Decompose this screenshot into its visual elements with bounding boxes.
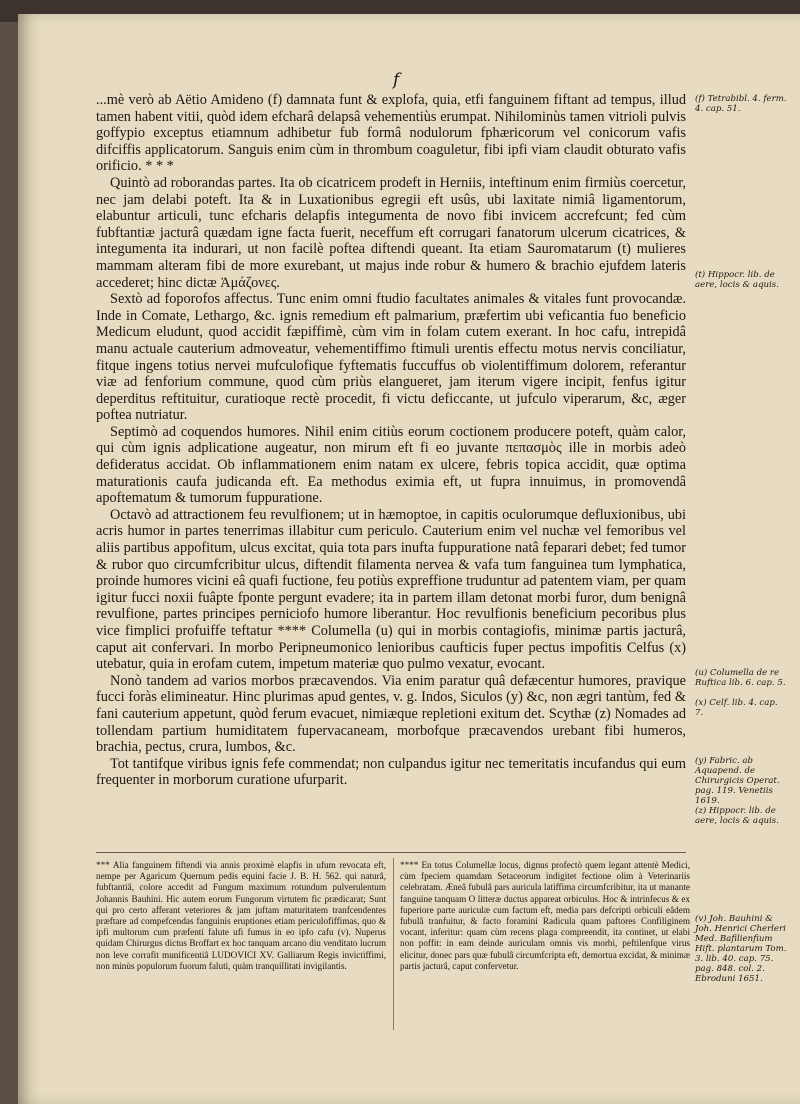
margin-note: (y) Fabric. ab Aquapend. de Chirurgicis Operat. pag. 119. Venetiis 1619.: [695, 756, 780, 806]
paragraph: ...mè verò ab Aëtio Amideno (f) damnata funt & explofa, quia, etfi fanguinem fiftant ad tempus, illud tamen habent vitii, quòd idem efcharâ delapsâ vehementiùs erumpat. Nihilominùs tamen vitrioli pulvis goffypio exceptus etiamnum adhibetur fub formâ nodulorum fphæricorum vel conicorum vafis difciffis applicatorum. Sanguis enim cùm in thrombum coaguletur, fibi ipfi viam claudit obturato vafis orificio. * * *: [96, 92, 686, 175]
margin-note: (t) Hippocr. lib. de aere, locis & aquis.: [695, 270, 779, 290]
paragraph: Quintò ad roborandas partes. Ita ob cicatricem prodeft in Herniis, inteftinum enim firmiùs coercetur, nec jam delabi poteft. Ita & in Luxationibus egregii eft usûs, ubi laxitate nimiâ ligamentorum, elabuntur articuli, tunc efcharis delapfis integumenta de novo fibi invicem accrefcunt; fed cùm fubftantiæ jacturâ quædam igne facta fuerit, neceffum eft corrugari fanatorum ulcerum cicatrices, & integumenta ita indurari, ut non facilè poftea diftendi queant. Ita etiam Sauromatarum (t) mulieres mammam alteram fibi de more exurebant, ut majus inde robur & humero & brachio ejufdem lateris accederet; hinc dictæ Ἀμάζονες.: [96, 174, 686, 291]
paragraph: Tot tantifque viribus ignis fefe commendat; non culpandus igitur nec temeritatis incufandus qui eum frequenter in morborum curatione ufurparit.: [96, 755, 686, 789]
margin-note: (f) Tetrabibl. 4. ferm. 4. cap. 51.: [695, 94, 787, 114]
footnote-left: *** Alia fanguinem fiftendi via annis proximè elapfis in ufum revocata eft, nempe per Agaricum Quernum pedis equini facie J. B. H. 562. qui naturâ, fubftantiâ, colore accedit ad Fungum maximum rotundum pulverulentum Johannis Bauhini. Hic autem eorum Fungorum virtutem fic prædicarat; Sunt qui pro certo afferant veteriores & jam juftam maturitatem tranfcendentes præftare ad compefcendas fanguinis eruptiones etiam periculofiffimas, quo & ipfi multorum cum præfenti falute ufi fumus in eo ipfo cafu (v). Nuperus quidam Chirurgus dictus Broffart ex hoc tanquam arcano diu venditato lucrum non leve corrafit munificentiâ LUDOVICI XV. Galliarum Regis invictiffimi, non minùs populorum fuorum faluti, quàm tranquillitati invigilantis.: [96, 860, 386, 971]
main-text: [96, 92, 686, 789]
margin-note: (x) Celf. lib. 4. cap. 7.: [695, 698, 778, 718]
column-divider: [393, 858, 394, 1030]
paragraph: Sextò ad foporofos affectus. Tunc enim omni ftudio facultates animales & vitales funt provocandæ. Inde in Comate, Lethargo, &c. ignis remedium eft palmarium, præfertim ubi veficantia fuo beneficio Medicum eludunt, quod accidit fæpiffimè, cùm vim in folam cutem exerant. In hoc cafu, intrepidâ manu actuale cauterium admoveatur, vehementiffimo ftimuli urentis effectu motus nervis conciliatur, fitque ingens totius nervei mufculofique fyftematis fuccuffus ob violentiffimum dolorem, referantur viæ ad fenforium commune, quod cùm priùs elangueret, jam iterum vigere incipit, fenfus igitur deperditus reftituitur, curatioque rectè procedit, fi victu deficcante, ut jufculo viperarum, &c, æger poftea nutriatur.: [96, 291, 686, 424]
footnote-right: **** En totus Columellæ locus, dignus profectò quem legant attentè Medici, cùm fpeciem quamdam Setaceorum indigitet fectione olim à Veterinariis celebratam. Æneâ fubulâ pars auricula latiffima circumfcribitur, ita ut manante fanguine tanquam O litteræ ductus appareat orbiculus. Hoc & intrinfecus & ex fuperiore parte auriculæ cum factum eft, media pars defcripti orbiculi eâdem fubulâ tranfuitur, & facto foramini Radicula quam paftores Confiliginem vocant, inferitur: quam cùm recens plaga compreendit, ita continet, ut elabi non poffit: in eam deinde auriculam omnis vis morbi, peftilenfque virus elicitur, donec pars quæ fubulâ circumfcripta eft, demortua excidat, & minimæ partis jacturâ, caput confervetur.: [400, 860, 690, 971]
margin-note: (z) Hippocr. lib. de aere, locis & aquis.: [695, 806, 779, 826]
paragraph: Octavò ad attractionem feu revulfionem; ut in hæmoptoe, in capitis oculorumque defluxionibus, ubi acris humor in partes tenerrimas illabitur cum periculo. Cauterium enim vel nuchæ vel femoribus vel aliis partibus appofitum, ulcus excitat, quia tota pars inufta fuppuratione natâ feparari debet; fed tumor & rubor quo circumfcribitur ulcus, diftendit filamenta nervea & vafa tum fanguinea tum lymphatica, proinde humores vicini eâ quafi fuctione, feu potiùs expreffione truduntur ad patentem viam, per quam igitur fucci noxii fuâpte fponte pergunt evadere; ita in partem illam detonat morbi furor, dum benignâ revulfione, partes principes perniciofo humore liberantur. Hoc revulfionis beneficium pecoribus plus vice fimplici profuiffe teftatur **** Columella (u) qui in morbis contagiofis, minimæ partis jacturâ, caput ait confervari. In morbo Peripneumonico lenioribus caufticis fuper pectus impofitis Celfus (x) utebatur, quia in erofam cutem, impetum materiæ quo pulmo vexatur, evocant.: [96, 506, 686, 673]
margin-note: (v) Joh. Bauhini & Joh. Henrici Cherleri Med. Bafilienfium Hift. plantarum Tom. 3. lib. 40. cap. 75. pag. 848. col. 2. Ebroduni 1651.: [695, 914, 787, 984]
paragraph: Nonò tandem ad varios morbos præcavendos. Via enim paratur quâ defæcentur humores, pravique fucci foràs elimineatur. Hinc plurimas apud gentes, v. g. Indos, Siculos (y) &c, non ægri tantùm, fed & fani cauterium appetunt, quòd ferum evacuet, nimiæque repletioni exitum det. Scythæ (z) Nomades ad tollendam partium humiditatem fupervacaneam, morbofque præcavendos urebant fibi humeros, brachia, pectus, crura, lumbos, &c.: [96, 672, 686, 756]
footnote-divider: [96, 852, 686, 853]
paragraph: Septimò ad coquendos humores. Nihil enim citiùs eorum coctionem producere poteft, quàm calor, qui cùm ignis adplicatione augeatur, non mirum eft fi eo juvante πεπασμὸς ille in morbis adeò defideratus accidat. Ob inflammationem enim natam ex ulcere, febris topica accidit, quæ optima maturationis caufa judicanda eft. Ea methodus eximia eft, ut fupra innuimus, in promovendâ apoftematum & tumorum fuppuratione.: [96, 423, 686, 507]
signature-mark: f: [393, 70, 400, 90]
margin-note: (u) Columella de re Ruftica lib. 6. cap. 5.: [695, 668, 786, 688]
